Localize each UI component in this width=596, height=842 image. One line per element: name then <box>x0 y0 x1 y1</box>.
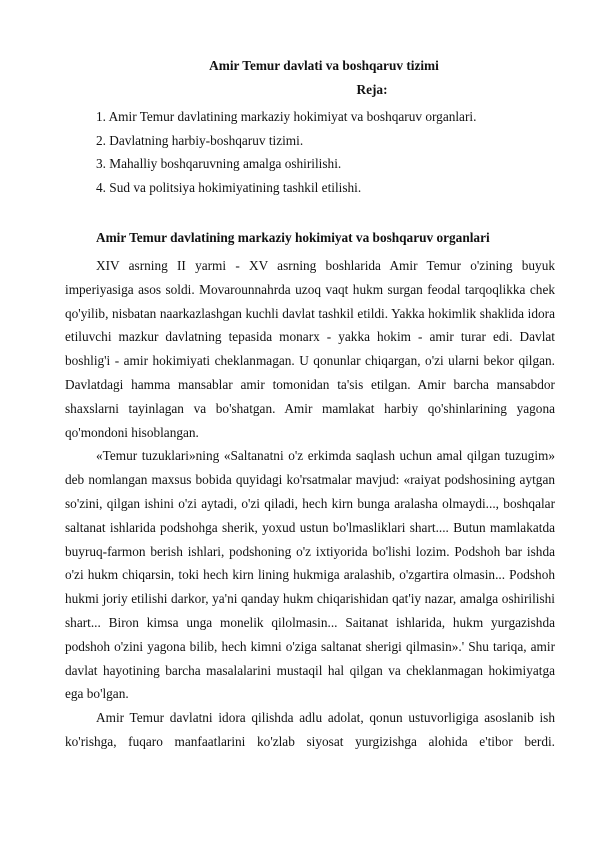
paragraph: «Temur tuzuklari»ning «Saltanatni o'z erkimda saqlash uchun amal qilgan tuzugim» deb nomlangan maxsus bobida quyidagi ko'rsatmalar mavjud: «raiyat podshosining aytgan so'zini, qilgan ishini o'zi aytadi, o'zi qiladi, hech kirn bunga aralasha olmaydi..., boshqalar saltanat ishlarida podshohga sherik, yoxud ustun bo'lmasliklari shart.... Butun mamlakatda buyruq-farmon berish ishlari, podshoning o'z ixtiyorida bo'lishi lozim. Podshoh bar ishda o'zi hukm chiqarsin, toki hech kirn lining hukmiga aralashib, o'zgartira olmasin... Podshoh hukmi joriy etilishi darkor, ya'ni qanday hukm chiqarishidan qat'iy nazar, amalga oshirilishi shart... Biron kimsa unga monelik qilolmasin... Saitanat ishlarida, hukm yurgazishda podshoh o'zini yagona bilib, hech kimni o'ziga saltanat sherigi qilmasin».' Shu tariqa, amir davlat hayotining barcha masalalarini mustaqil hal qilgan va cheklanmagan hokimiyatga ega bo'lgan. <box>65 448 555 702</box>
plan-list <box>96 105 476 199</box>
plan-heading: Reja: <box>356 82 388 97</box>
paragraph: XIV asrning II yarmi - XV asrning boshlarida Amir Temur o'zining buyuk imperiyasiga asos soldi. Movarounnahrda uzoq vaqt hukm surgan feodal tarqoqlikka chek qo'yilib, nisbatan naarkazlashgan kuchli davlat tashkil etildi. Yakka hokimlik shaklida idora etiluvchi mazkur davlatning tepasida monarx - yakka hokim - amir turar edi. Davlat boshlig'i - amir hokimiyati cheklanmagan. U qonunlar chiqargan, o'zi ularni bekor qilgan. Davlatdagi hamma mansablar amir tomonidan ta'sis etilgan. Amir barcha mansabdor shaxslarni tayinlagan va bo'shatgan. Amir mamlakat harbiy qo'shinlarining yagona qo'mondoni hisoblangan. <box>65 258 555 440</box>
document-title: Amir Temur davlati va boshqaruv tizimi <box>209 58 439 73</box>
plan-item: 1. Amir Temur davlatining markaziy hokimiyat va boshqaruv organlari. <box>96 109 477 124</box>
plan-item: 3. Mahalliy boshqaruvning amalga oshirilishi. <box>96 156 342 171</box>
plan-item: 4. Sud va politsiya hokimiyatining tashkil etilishi. <box>96 179 362 195</box>
paragraph: Amir Temur davlatni idora qilishda adlu adolat, qonun ustuvorligiga asoslanib ish ko'rishga, fuqaro manfaatlarini ko'zlab siyosat yurgizishga alohida e'tibor berdi. <box>65 710 555 749</box>
section-heading: Amir Temur davlatining markaziy hokimiyat va boshqaruv organlari <box>96 230 490 245</box>
body-text <box>65 254 555 754</box>
plan-item: 2. Davlatning harbiy-boshqaruv tizimi. <box>96 132 304 148</box>
